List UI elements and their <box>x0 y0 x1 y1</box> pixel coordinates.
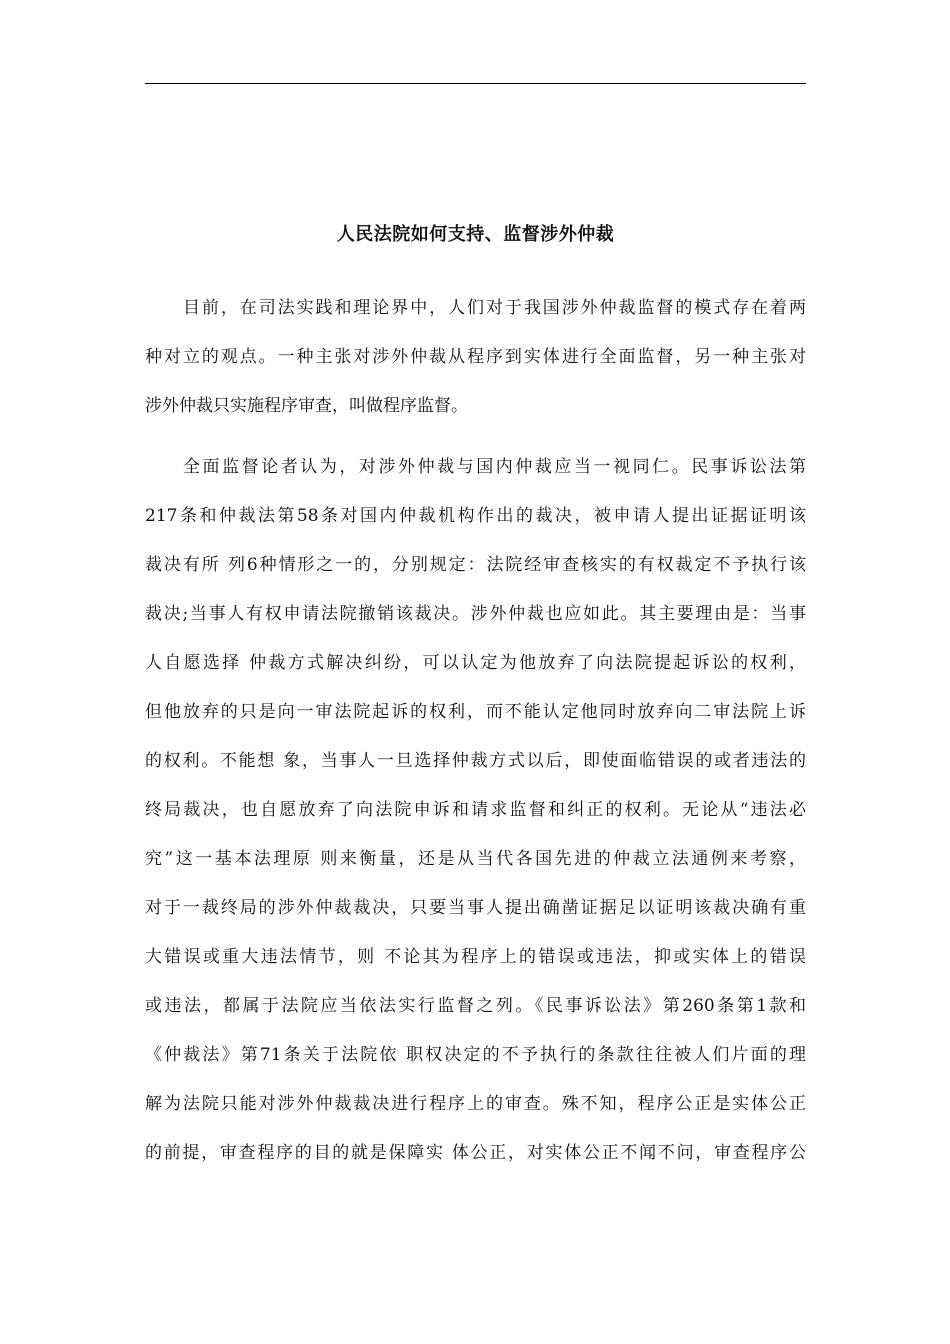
text-line: 解为法院只能对涉外仲裁裁决进行程序上的审查。殊不知，程序公正是实体公正 <box>145 1094 806 1114</box>
text-line: 的权利。不能想 象，当事人一旦选择仲裁方式以后，即使面临错误的或者违法的 <box>145 751 806 771</box>
text-line: 目前，在司法实践和理论界中，人们对于我国涉外仲裁监督的模式存在着两 <box>183 298 806 318</box>
text-line: 人自愿选择 仲裁方式解决纠纷，可以认定为他放弃了向法院提起诉讼的权利， <box>145 653 806 673</box>
text-line: 裁决;当事人有权申请法院撤销该裁决。涉外仲裁也应如此。其主要理由是：当事 <box>145 604 806 624</box>
text-line: 大错误或重大违法情节，则 不论其为程序上的错误或违法，抑或实体上的错误 <box>145 947 806 967</box>
text-line: 《仲裁法》第71条关于法院依 职权决定的不予执行的条款往往被人们片面的理 <box>145 1045 806 1065</box>
text-line: 对于一裁终局的涉外仲裁裁决，只要当事人提出确凿证据足以证明该裁决确有重 <box>145 898 806 918</box>
text-line: 种对立的观点。一种主张对涉外仲裁从程序到实体进行全面监督，另一种主张对 <box>145 347 806 367</box>
text-line: 的前提，审查程序的目的就是保障实 体公正，对实体公正不闻不问，审查程序公 <box>145 1143 806 1163</box>
text-line: 或违法，都属于法院应当依法实行监督之列。《民事诉讼法》第260条第1款和 <box>145 996 806 1016</box>
paragraph-2-text <box>145 443 806 1178</box>
text-line: 终局裁决，也自愿放弃了向法院申诉和请求监督和纠正的权利。无论从“违法必 <box>145 800 806 820</box>
paragraph-2 <box>145 443 806 1178</box>
paragraph-1 <box>145 284 806 431</box>
text-line: 裁决有所 列6种情形之一的，分别规定：法院经审查核实的有权裁定不予执行该 <box>145 555 806 575</box>
document-title: 人民法院如何支持、监督涉外仲裁 <box>336 224 615 245</box>
text-line: 217条和仲裁法第58条对国内仲裁机构作出的裁决，被申请人提出证据证明该 <box>145 506 806 526</box>
text-line: 究”这一基本法理原 则来衡量，还是从当代各国先进的仲裁立法通例来考察， <box>145 849 806 869</box>
text-line: 涉外仲裁只实施程序审查，叫做程序监督。 <box>145 396 468 416</box>
text-line: 但他放弃的只是向一审法院起诉的权利，而不能认定他同时放弃向二审法院上诉 <box>145 702 806 722</box>
header-rule <box>145 83 806 84</box>
paragraph-1-text <box>145 284 806 431</box>
text-line: 全面监督论者认为，对涉外仲裁与国内仲裁应当一视同仁。民事诉讼法第 <box>183 457 806 477</box>
